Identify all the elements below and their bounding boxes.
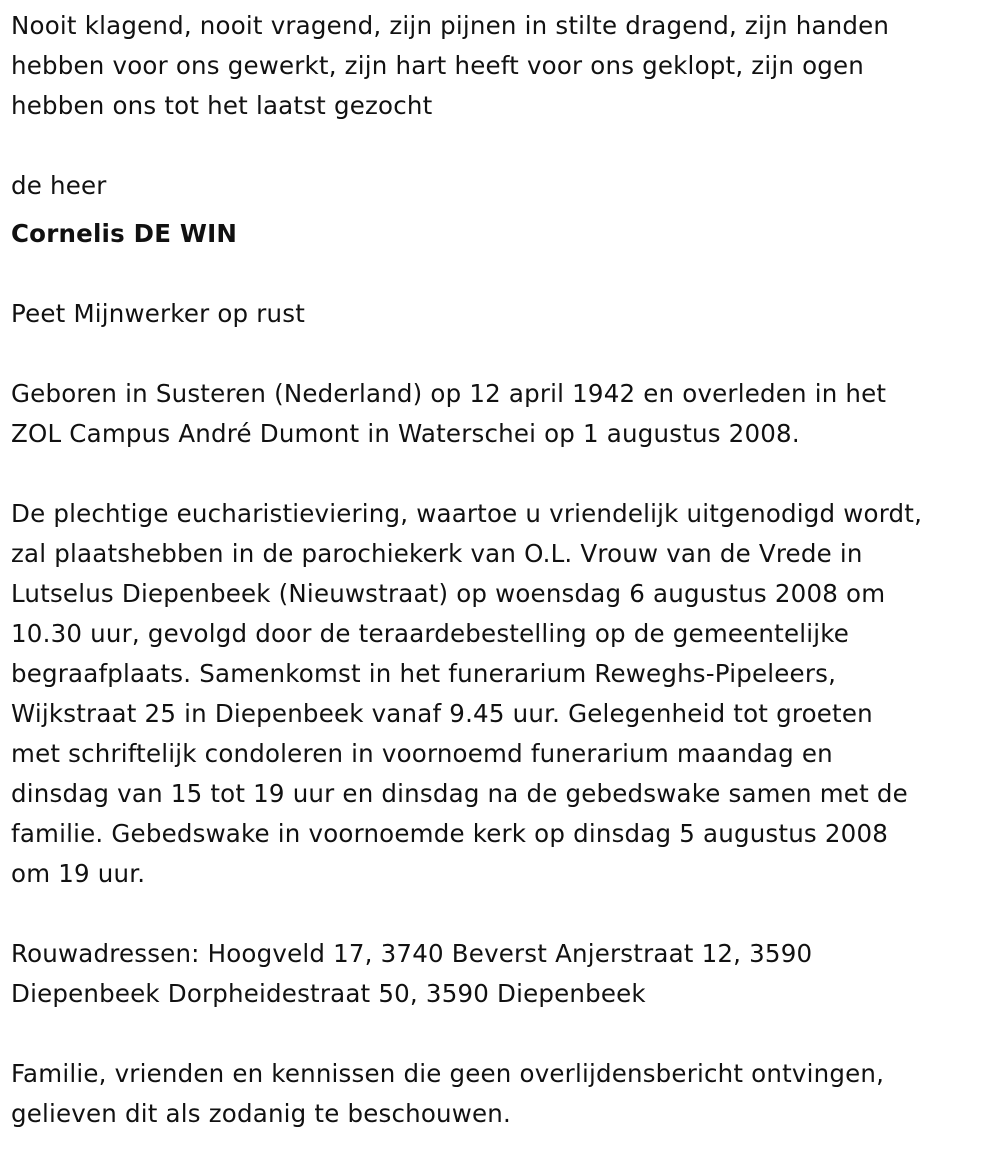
occupation-description: Peet Mijnwerker op rust (11, 299, 306, 328)
birth-death-line: ZOL Campus André Dumont in Waterschei op 1 augustus 2008. (11, 419, 800, 448)
ceremony-paragraph (11, 494, 991, 894)
ceremony-line: om 19 uur. (11, 859, 146, 888)
ceremony-line: 10.30 uur, gevolgd door de teraardebestelling op de gemeentelijke (11, 619, 850, 648)
addresses-line: Diepenbeek Dorpheidestraat 50, 3590 Diepenbeek (11, 979, 646, 1008)
closing-line: gelieven dit als zodanig te beschouwen. (11, 1099, 512, 1128)
ceremony-line: dinsdag van 15 tot 19 uur en dinsdag na de gebedswake samen met de (11, 779, 908, 808)
addresses-line: Rouwadressen: Hoogveld 17, 3740 Beverst Anjerstraat 12, 3590 (11, 939, 813, 968)
ceremony-line: Wijkstraat 25 in Diepenbeek vanaf 9.45 uur. Gelegenheid tot groeten (11, 699, 873, 728)
ceremony-line: Lutselus Diepenbeek (Nieuwstraat) op woensdag 6 augustus 2008 om (11, 579, 886, 608)
ceremony-line: De plechtige eucharistieviering, waartoe u vriendelijk uitgenodigd wordt, (11, 499, 923, 528)
birth-death-line: Geboren in Susteren (Nederland) op 12 april 1942 en overleden in het (11, 379, 887, 408)
ceremony-line: zal plaatshebben in de parochiekerk van O.L. Vrouw van de Vrede in (11, 539, 863, 568)
salutation: de heer (11, 171, 107, 200)
birth-death-paragraph (11, 374, 991, 454)
deceased-name: Cornelis DE WIN (11, 219, 238, 248)
closing-line: Familie, vrienden en kennissen die geen overlijdensbericht ontvingen, (11, 1059, 885, 1088)
addresses-paragraph (11, 934, 991, 1014)
motto-line: Nooit klagend, nooit vragend, zijn pijnen in stilte dragend, zijn handen (11, 11, 890, 40)
ceremony-line: familie. Gebedswake in voornoemde kerk op dinsdag 5 augustus 2008 (11, 819, 889, 848)
motto-line: hebben ons tot het laatst gezocht (11, 91, 433, 120)
ceremony-line: met schriftelijk condoleren in voornoemd funerarium maandag en (11, 739, 833, 768)
closing-paragraph (11, 1054, 991, 1134)
obituary-document (11, 6, 991, 1134)
motto-line: hebben voor ons gewerkt, zijn hart heeft voor ons geklopt, zijn ogen (11, 51, 865, 80)
ceremony-line: begraafplaats. Samenkomst in het funerarium Reweghs-Pipeleers, (11, 659, 837, 688)
motto-paragraph (11, 6, 991, 126)
